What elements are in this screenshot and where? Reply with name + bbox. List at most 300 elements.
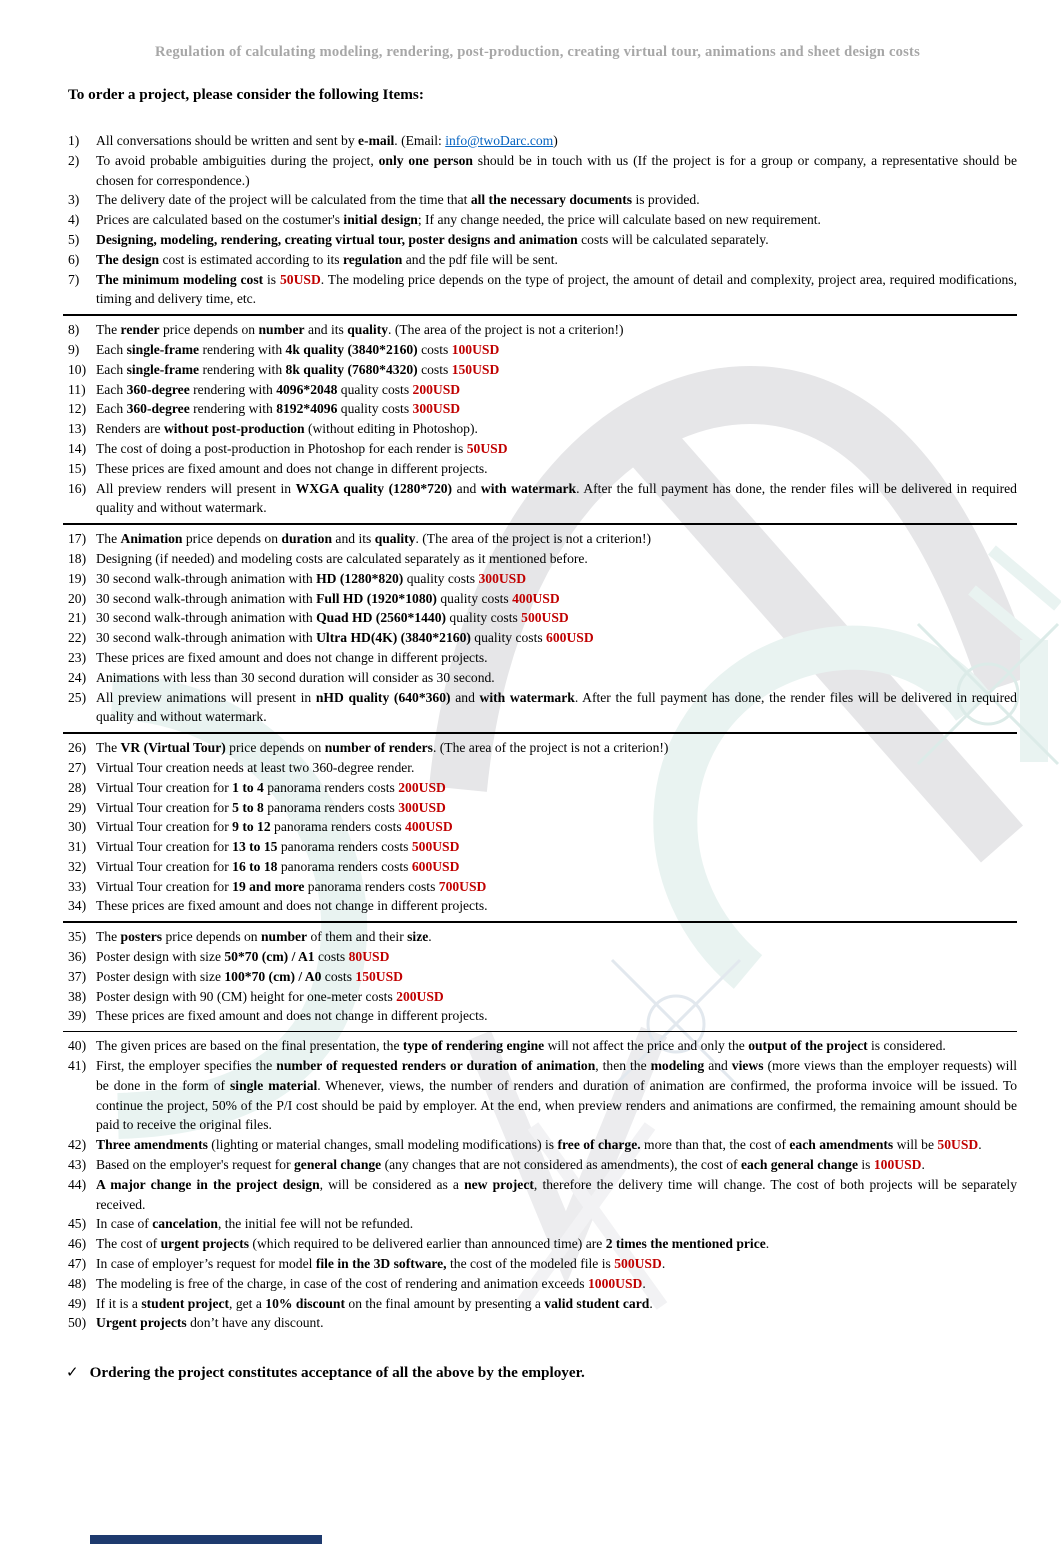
item-number: 10) — [68, 361, 87, 377]
list-item — [68, 1313, 1017, 1333]
item-number: 28) — [68, 779, 87, 795]
price-value: 600USD — [411, 858, 460, 874]
text-segment: rendering with — [199, 341, 286, 357]
text-segment: quality costs — [446, 610, 522, 626]
text-segment: free of charge. — [557, 1137, 641, 1153]
item-text — [96, 760, 414, 775]
acceptance-note — [66, 1363, 1017, 1382]
text-segment: panorama renders costs — [263, 799, 399, 815]
item-text — [96, 859, 459, 874]
item-text — [96, 949, 389, 964]
text-segment: views — [731, 1058, 764, 1074]
item-number: 43) — [68, 1157, 87, 1173]
text-segment: Prices are calculated based on the costumer's — [96, 212, 344, 228]
item-text — [96, 571, 526, 586]
text-segment: rendering with — [189, 401, 277, 417]
document-page — [0, 44, 1061, 1382]
text-segment: ) — [553, 133, 558, 148]
text-segment: , the initial fee will not be refunded. — [217, 1216, 414, 1232]
text-segment: The — [96, 322, 121, 338]
text-segment: new project — [464, 1176, 534, 1192]
price-value: 150USD — [355, 968, 403, 984]
item-number: 26) — [68, 740, 87, 756]
item-text — [96, 670, 495, 685]
text-segment: Virtual Tour creation for — [96, 779, 233, 795]
text-segment: The — [96, 740, 121, 756]
list-item — [68, 1294, 1017, 1314]
text-segment: These prices are fixed amount and does not change in different projects. — [96, 1008, 488, 1024]
item-number: 50) — [68, 1315, 87, 1331]
list-item — [68, 688, 1017, 728]
text-segment: single material — [230, 1077, 318, 1093]
text-segment: 30 second walk-through animation with — [96, 630, 317, 646]
items-list — [68, 131, 1017, 1333]
list-item — [68, 210, 1017, 230]
item-number: 20) — [68, 590, 87, 606]
item-text — [96, 1296, 653, 1311]
item-number: 23) — [68, 649, 87, 665]
item-number: 16) — [68, 480, 87, 496]
price-value: 700USD — [438, 878, 487, 894]
item-text — [96, 610, 569, 625]
text-segment: quality costs — [470, 630, 547, 646]
price-value: 200USD — [412, 381, 461, 397]
text-segment: panorama renders costs — [277, 858, 412, 874]
item-number: 49) — [68, 1295, 87, 1311]
list-item — [68, 927, 1017, 947]
text-segment: . — [642, 1275, 646, 1291]
list-item — [68, 1036, 1017, 1056]
item-number: 40) — [68, 1038, 87, 1054]
text-segment: Each — [96, 381, 127, 397]
text-segment: costs will be calculated separately. — [577, 231, 769, 247]
text-segment: single-frame — [126, 361, 200, 377]
text-segment: and its — [332, 531, 375, 547]
text-segment: 30 second walk-through animation with — [96, 610, 317, 626]
item-text — [96, 1315, 324, 1330]
list-item — [68, 151, 1017, 191]
item-text — [96, 630, 594, 645]
list-item — [68, 987, 1017, 1007]
text-segment: All preview animations will present in — [96, 689, 316, 705]
item-text — [96, 362, 499, 377]
text-segment: WXGA quality (1280*720) — [295, 480, 453, 496]
item-number: 42) — [68, 1137, 87, 1153]
text-segment: 1 to 4 — [232, 779, 264, 795]
item-text — [96, 839, 459, 854]
list-item — [68, 628, 1017, 648]
text-segment: Each — [96, 361, 127, 377]
text-segment: 30 second walk-through animation with — [96, 590, 317, 606]
list-item — [68, 340, 1017, 360]
price-value: 100USD — [873, 1157, 922, 1173]
item-number: 21) — [68, 610, 87, 626]
list-item — [68, 360, 1017, 380]
section-divider — [63, 921, 1017, 923]
list-item — [68, 529, 1017, 549]
text-segment: each amendments — [789, 1137, 894, 1153]
text-segment: type of rendering engine — [402, 1038, 545, 1054]
intro-heading: To order a project, please consider the following Items: — [68, 86, 424, 103]
text-segment: duration — [281, 531, 333, 547]
text-segment: Animations with less than 30 second duration will consider as 30 second. — [96, 669, 495, 685]
text-segment: 16 to 18 — [232, 858, 278, 874]
text-segment: number of requested renders or duration of animation — [276, 1058, 596, 1074]
list-item — [68, 1234, 1017, 1254]
list-item — [68, 549, 1017, 569]
text-segment: Each — [96, 341, 127, 357]
item-number: 39) — [68, 1008, 87, 1024]
text-segment: Designing (if needed) and modeling costs are calculated separately as it mentioned before. — [96, 550, 588, 566]
text-segment: These prices are fixed amount and does not change in different projects. — [96, 460, 488, 476]
text-segment: number of renders — [324, 740, 433, 756]
item-number: 34) — [68, 898, 87, 914]
item-number: 30) — [68, 819, 87, 835]
item-text — [96, 481, 1017, 516]
text-segment: number — [258, 322, 305, 338]
list-item — [68, 459, 1017, 479]
text-segment: e-mail — [358, 133, 395, 148]
text-segment: quality costs — [337, 401, 413, 417]
text-segment: with watermark — [479, 689, 575, 705]
text-segment: and — [704, 1058, 732, 1074]
list-item — [68, 668, 1017, 688]
text-segment: (any changes that are not considered as amendments), the cost of — [381, 1157, 741, 1173]
item-number: 47) — [68, 1256, 87, 1272]
price-value: 200USD — [398, 779, 446, 795]
text-segment: is — [858, 1157, 874, 1173]
text-segment: panorama renders costs — [270, 819, 406, 835]
item-text — [96, 382, 460, 397]
text-segment: . After the full payment has done, the render files will be delivered in required quality and without watermark. — [96, 480, 1017, 516]
list-item — [68, 857, 1017, 877]
item-number: 38) — [68, 988, 87, 1004]
section-divider — [63, 523, 1017, 525]
price-value: 600USD — [546, 630, 594, 646]
text-segment: HD (1280*820) — [316, 570, 404, 586]
text-segment: panorama renders costs — [304, 878, 439, 894]
price-value: 80USD — [348, 949, 390, 965]
item-number: 33) — [68, 878, 87, 894]
list-item — [68, 967, 1017, 987]
price-value: 500USD — [614, 1256, 662, 1272]
text-segment: costs — [314, 949, 349, 965]
list-item — [68, 1175, 1017, 1215]
text-segment: Renders are — [96, 421, 164, 437]
text-segment: Virtual Tour creation for — [96, 858, 233, 874]
price-value: 300USD — [478, 570, 527, 586]
text-segment: . — [649, 1295, 653, 1311]
text-segment: If it is a — [96, 1295, 142, 1311]
item-text — [96, 800, 446, 815]
text-segment: 19 and more — [232, 878, 305, 894]
price-value: 200USD — [396, 988, 444, 1004]
text-segment: and the pdf file will be sent. — [402, 251, 558, 267]
list-item — [68, 947, 1017, 967]
text-segment: . — [765, 1236, 770, 1252]
text-segment: price depends on — [182, 531, 282, 547]
item-text — [96, 1276, 646, 1291]
text-segment: Poster design with size — [96, 968, 225, 984]
text-segment: costs — [417, 341, 452, 357]
text-segment: (which required to be delivered earlier than announced time) are — [249, 1236, 606, 1252]
text-segment: . — [921, 1157, 925, 1173]
text-segment: . — [978, 1137, 982, 1153]
item-number: 6) — [68, 251, 80, 267]
list-item — [68, 1274, 1017, 1294]
footer-bar — [90, 1535, 322, 1544]
text-segment: Full HD (1920*1080) — [316, 590, 437, 606]
item-text — [96, 1008, 488, 1023]
text-segment: The delivery date of the project will be calculated from the time that — [96, 192, 471, 208]
list-item — [68, 798, 1017, 818]
price-value: 50USD — [279, 271, 321, 287]
item-text — [96, 879, 486, 894]
text-segment: costs — [417, 361, 452, 377]
item-number: 11) — [68, 381, 86, 397]
item-number: 27) — [68, 759, 87, 775]
list-item — [68, 250, 1017, 270]
text-segment: will be — [893, 1137, 938, 1153]
text-segment: will not affect the price and only the — [544, 1038, 749, 1054]
text-segment: VR (Virtual Tour) — [120, 740, 226, 756]
item-number: 41) — [68, 1058, 87, 1074]
item-number: 31) — [68, 839, 87, 855]
item-text — [96, 232, 769, 247]
text-segment: and — [450, 689, 480, 705]
text-segment: (more views than the employer requests) will be done in the form of — [96, 1058, 1018, 1093]
item-text — [96, 591, 560, 606]
text-segment: The given prices are based on the final presentation, the — [96, 1038, 403, 1054]
item-text — [96, 780, 446, 795]
text-segment: Virtual Tour creation for — [96, 799, 233, 815]
text-segment: is provided. — [632, 192, 700, 208]
text-segment: Virtual Tour creation for — [96, 839, 233, 855]
section-divider — [63, 732, 1017, 734]
item-text — [96, 1256, 665, 1271]
text-segment: modeling — [650, 1058, 705, 1074]
item-text — [96, 1216, 413, 1231]
item-number: 5) — [68, 231, 80, 247]
text-segment: nHD quality (640*360) — [315, 689, 451, 705]
item-text — [96, 898, 488, 913]
item-text — [96, 740, 668, 755]
text-segment: 4096*2048 — [276, 381, 338, 397]
list-item — [68, 877, 1017, 897]
text-segment: The modeling is free of the charge, in case of the cost of rendering and animation exceeds — [96, 1275, 588, 1291]
text-segment: 100*70 (cm) / A0 — [224, 968, 322, 984]
text-segment: valid student card — [544, 1295, 650, 1311]
list-item — [68, 1254, 1017, 1274]
text-segment: without post-production — [163, 421, 305, 437]
list-item — [68, 569, 1017, 589]
item-text — [96, 421, 478, 436]
item-text — [96, 1137, 982, 1152]
text-segment: . (The area of the project is not a criterion!) — [388, 322, 624, 338]
item-number: 1) — [68, 133, 80, 148]
text-segment: 30 second walk-through animation with — [96, 570, 317, 586]
text-segment: quality costs — [337, 381, 413, 397]
text-segment: Designing, modeling, rendering, creating virtual tour, poster designs and animation — [96, 231, 578, 247]
list-item — [68, 479, 1017, 519]
item-number: 24) — [68, 669, 87, 685]
item-text — [96, 133, 558, 148]
price-value: 500USD — [411, 839, 460, 855]
list-item — [68, 131, 1017, 151]
item-number: 22) — [68, 630, 87, 646]
text-segment: is — [263, 271, 280, 287]
list-item — [68, 896, 1017, 916]
text-segment: Quad HD (2560*1440) — [316, 610, 447, 626]
item-number: 17) — [68, 531, 87, 547]
text-segment: In case of — [96, 1216, 153, 1232]
page-title: Regulation of calculating modeling, rendering, post-production, creating virtual tour, animations and sheet design costs — [155, 44, 920, 60]
item-number: 35) — [68, 929, 87, 945]
item-text — [96, 322, 624, 337]
item-text — [96, 192, 700, 207]
text-segment: output of the project — [748, 1038, 868, 1054]
list-item — [68, 1135, 1017, 1155]
text-segment: rendering with — [199, 361, 286, 377]
item-number: 7) — [68, 271, 80, 287]
text-segment: and — [452, 480, 481, 496]
price-value: 1000USD — [587, 1275, 643, 1291]
price-value: 300USD — [398, 799, 446, 815]
item-text — [96, 819, 453, 834]
price-value: 150USD — [451, 361, 500, 377]
list-item — [68, 190, 1017, 210]
price-value: 50USD — [466, 440, 508, 456]
text-segment: Virtual Tour creation needs at least two 360-degree render. — [96, 759, 415, 775]
text-segment: of them and their — [307, 929, 408, 945]
item-number: 3) — [68, 192, 80, 208]
item-number: 4) — [68, 212, 80, 228]
text-segment: posters — [120, 929, 163, 945]
text-segment: Three amendments — [96, 1137, 208, 1153]
text-segment: 9 to 12 — [232, 819, 271, 835]
list-item — [68, 778, 1017, 798]
item-text — [96, 401, 460, 416]
text-segment: quality costs — [403, 570, 479, 586]
text-segment: the cost of the modeled file is — [446, 1256, 615, 1272]
text-segment: The cost of doing a post-production in Photoshop for each render is — [96, 440, 467, 456]
text-segment: . — [661, 1256, 666, 1272]
item-number: 18) — [68, 550, 87, 566]
item-text — [96, 252, 558, 267]
text-segment: Virtual Tour creation for — [96, 819, 233, 835]
item-number: 2) — [68, 152, 80, 168]
text-segment: render — [120, 322, 160, 338]
item-number: 13) — [68, 421, 87, 437]
list-item — [68, 380, 1017, 400]
text-segment: , then the — [595, 1058, 651, 1074]
text-segment: price depends on — [225, 740, 325, 756]
text-segment: 360-degree — [126, 401, 190, 417]
item-text — [96, 969, 403, 984]
item-number: 25) — [68, 689, 87, 705]
list-item — [68, 1214, 1017, 1234]
text-segment: Urgent projects — [96, 1315, 187, 1331]
list-item — [68, 589, 1017, 609]
item-number: 45) — [68, 1216, 87, 1232]
text-segment: rendering with — [189, 381, 277, 397]
price-value: 400USD — [512, 590, 560, 606]
text-segment: price depends on — [162, 929, 261, 945]
price-value: 500USD — [521, 610, 569, 626]
item-number: 15) — [68, 460, 87, 476]
text-segment: regulation — [342, 251, 403, 267]
text-segment: Poster design with 90 (CM) height for one-meter costs — [96, 988, 397, 1004]
text-segment: , get a — [229, 1295, 266, 1311]
text-segment: Based on the employer's request for — [96, 1157, 294, 1173]
text-segment: . — [428, 929, 432, 945]
list-item — [68, 608, 1017, 628]
list-item — [68, 230, 1017, 250]
email-link[interactable]: info@twoDarc.com — [445, 133, 554, 148]
item-number: 44) — [68, 1176, 87, 1192]
text-segment: (lighting or material changes, small modeling modifications) is — [207, 1137, 558, 1153]
text-segment: . The modeling price depends on the type of project, the amount of detail and complexity, project area, required modifications, timing and delivery time, etc. — [96, 271, 1017, 307]
text-segment: Poster design with size — [96, 949, 225, 965]
text-segment: , will be considered as a — [319, 1176, 465, 1192]
text-segment: should be in touch with us (If the project is for a group or company, a representative should be chosen for correspondence.) — [96, 152, 1018, 188]
item-number: 8) — [68, 322, 80, 338]
text-segment: with watermark — [480, 480, 577, 496]
text-segment: (without editing in Photoshop). — [304, 421, 478, 437]
item-text — [96, 272, 1017, 307]
text-segment: urgent projects — [160, 1236, 250, 1252]
item-text — [96, 1058, 1017, 1132]
list-item — [68, 837, 1017, 857]
list-item — [68, 439, 1017, 459]
item-number: 48) — [68, 1275, 87, 1291]
list-item — [68, 270, 1017, 310]
text-segment: To avoid probable ambiguities during the project, — [96, 152, 379, 168]
text-segment: 50*70 (cm) / A1 — [224, 949, 315, 965]
text-segment: 5 to 8 — [232, 799, 264, 815]
list-item — [68, 738, 1017, 758]
text-segment: panorama renders costs — [263, 779, 399, 795]
item-text — [96, 690, 1017, 725]
item-text — [96, 1038, 946, 1053]
list-item — [68, 1056, 1017, 1135]
text-segment: general change — [294, 1157, 382, 1173]
item-text — [96, 212, 821, 227]
text-segment: quality — [374, 531, 416, 547]
item-text — [96, 153, 1017, 188]
text-segment: First, the employer specifies the — [96, 1058, 277, 1074]
text-segment: ; If any change needed, the price will calculate based on new requirement. — [417, 212, 821, 228]
text-segment: 10% discount — [265, 1295, 345, 1311]
item-number: 32) — [68, 858, 87, 874]
item-number: 46) — [68, 1236, 87, 1252]
text-segment: All preview renders will present in — [96, 480, 296, 496]
text-segment: In case of employer’s request for model — [96, 1256, 316, 1272]
item-number: 29) — [68, 799, 87, 815]
item-text — [96, 342, 499, 357]
list-item — [68, 648, 1017, 668]
item-text — [96, 441, 508, 456]
text-segment: only one person — [378, 152, 473, 168]
item-text — [96, 1236, 769, 1251]
text-segment: quality — [347, 322, 389, 338]
text-segment: The — [96, 929, 121, 945]
item-number: 19) — [68, 570, 87, 586]
item-text — [96, 531, 651, 546]
item-text — [96, 1177, 1017, 1212]
text-segment: cancelation — [152, 1216, 218, 1232]
text-segment: All conversations should be written and sent by — [96, 133, 359, 148]
